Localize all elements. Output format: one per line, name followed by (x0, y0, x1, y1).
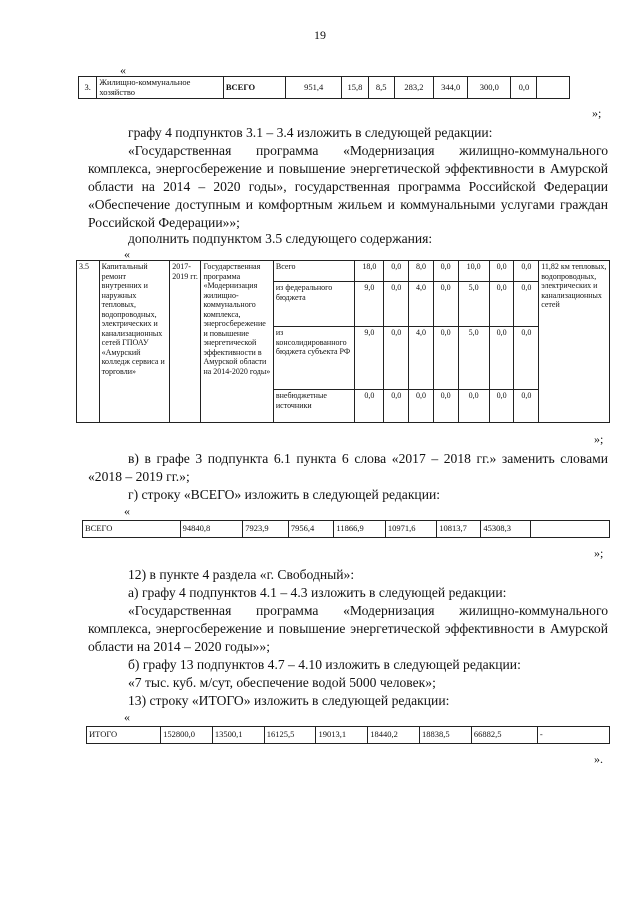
cell-value: 7923,9 (243, 521, 289, 538)
cell-value: 16125,5 (264, 727, 316, 744)
cell-value: 5,0 (458, 282, 489, 327)
cell-value: 300,0 (468, 77, 511, 99)
cell-value: 0,0 (433, 390, 458, 423)
quote-open-3: « (124, 504, 130, 518)
cell-value: 9,0 (355, 327, 384, 390)
cell-value: 0,0 (384, 282, 409, 327)
table-housing (78, 76, 570, 99)
cell-value: 4,0 (409, 327, 434, 390)
cell-value: 18838,5 (420, 727, 472, 744)
cell-value: 7956,4 (288, 521, 334, 538)
cell-value: 15,8 (342, 77, 368, 99)
cell-value: 0,0 (458, 390, 489, 423)
cell-value: 951,4 (286, 77, 342, 99)
paragraph-add-3-5: дополнить подпунктом 3.5 следующего содержания: (128, 231, 433, 246)
cell-label: ВСЕГО (83, 521, 181, 538)
cell-empty (537, 77, 570, 99)
table-row (83, 521, 610, 538)
quote-close-1: »; (592, 106, 602, 120)
cell-value: 0,0 (433, 327, 458, 390)
cell-value: 66882,5 (471, 727, 537, 744)
cell-dash: - (537, 727, 609, 744)
cell-empty (530, 521, 609, 538)
cell-value: 18440,2 (368, 727, 420, 744)
cell-value: 0,0 (489, 390, 514, 423)
cell-source: из федерального бюджета (273, 282, 354, 327)
cell-source: из консолидированного бюджета субъекта РФ (273, 327, 354, 390)
table-subsection-3-5 (76, 260, 610, 423)
paragraph-water-supply: «7 тыс. куб. м/сут, обеспечение водой 5000 человек»; (128, 675, 436, 690)
cell-period: 2017-2019 гг. (170, 261, 201, 423)
cell-value: 0,0 (384, 327, 409, 390)
paragraph-total-row: г) строку «ВСЕГО» изложить в следующей редакции: (128, 487, 441, 502)
cell-value: 0,0 (514, 282, 539, 327)
cell-value: 283,2 (394, 77, 434, 99)
paragraph-program-text: «Государственная программа «Модернизация жилищно-коммунального комплекса, энергосбережение и повышение энергетической эффективности в Амурской области на 2014 – 2020 годы», государственная программа Российской Федерации «Обеспечение доступным и комфортным жильем и коммунальными услугами граждан Российской Федерации»»; (88, 143, 608, 230)
cell-value: 0,0 (409, 390, 434, 423)
table-row (79, 77, 570, 99)
paragraph-section-svobodny: 12) в пункте 4 раздела «г. Свободный»: (128, 567, 355, 582)
cell-source: Всего (273, 261, 354, 282)
paragraph-column4-3-1: графу 4 подпунктов 3.1 – 3.4 изложить в следующей редакции: (128, 125, 493, 140)
quote-open-4: « (124, 710, 130, 724)
table-total (82, 520, 610, 538)
cell-num: 3.5 (77, 261, 100, 423)
cell-value: 94840,8 (180, 521, 243, 538)
cell-value: 10,0 (458, 261, 489, 282)
cell-value: 19013,1 (316, 727, 368, 744)
cell-value: 0,0 (384, 390, 409, 423)
page-number: 19 (314, 28, 326, 42)
cell-value: 344,0 (434, 77, 468, 99)
paragraph-column13: б) графу 13 подпунктов 4.7 – 4.10 изложить в следующей редакции: (128, 657, 521, 672)
cell-value: 0,0 (511, 77, 537, 99)
cell-value: 0,0 (433, 282, 458, 327)
cell-value: 0,0 (514, 327, 539, 390)
paragraph-itogo-row: 13) строку «ИТОГО» изложить в следующей редакции: (128, 693, 450, 708)
cell-label: ИТОГО (87, 727, 161, 744)
cell-value: 8,5 (368, 77, 394, 99)
cell-name: Жилищно-коммунальное хозяйство (97, 77, 224, 99)
cell-value: 4,0 (409, 282, 434, 327)
quote-open-2: « (124, 247, 130, 261)
table-row (77, 261, 610, 282)
cell-value: 0,0 (433, 261, 458, 282)
paragraph-column4-4-1: а) графу 4 подпунктов 4.1 – 4.3 изложить в следующей редакции: (128, 585, 507, 600)
cell-value: 13500,1 (212, 727, 264, 744)
cell-value: 0,0 (355, 390, 384, 423)
cell-total-label: ВСЕГО (223, 77, 285, 99)
cell-value: 10813,7 (437, 521, 481, 538)
cell-num: 3. (79, 77, 97, 99)
cell-value: 10971,6 (385, 521, 436, 538)
cell-source: внебюджетные источники (273, 390, 354, 423)
cell-value: 45308,3 (481, 521, 531, 538)
table-row (87, 727, 610, 744)
cell-value: 0,0 (514, 390, 539, 423)
cell-value: 0,0 (489, 282, 514, 327)
cell-value: 0,0 (384, 261, 409, 282)
cell-value: 5,0 (458, 327, 489, 390)
cell-value: 18,0 (355, 261, 384, 282)
cell-value: 9,0 (355, 282, 384, 327)
paragraph-replace-years: в) в графе 3 подпункта 6.1 пункта 6 слова «2017 – 2018 гг.» заменить словами «2018 – 2019 гг.»; (88, 451, 608, 484)
cell-name: Капитальный ремонт внутренних и наружных тепловых, водопроводных, электрических и канализационных сетей ГПОАУ «Амурский колледж сервиса и торговли» (99, 261, 170, 423)
cell-program: Государственная программа «Модернизация жилищно-коммунального комплекса, энергосбережение и повышение энергетической эффективности в Амурской области на 2014-2020 годы» (201, 261, 273, 423)
cell-value: 8,0 (409, 261, 434, 282)
quote-close-3: »; (594, 546, 604, 560)
quote-close-2: »; (594, 432, 604, 446)
quote-close-4: ». (594, 752, 603, 766)
quote-open-1: « (120, 63, 126, 77)
cell-value: 152800,0 (161, 727, 213, 744)
cell-value: 0,0 (514, 261, 539, 282)
table-itogo (86, 726, 610, 744)
paragraph-program-text-2: «Государственная программа «Модернизация жилищно-коммунального комплекса, энергосбережение и повышение энергетической эффективности в Амурской области на 2014 – 2020 годы»»; (88, 603, 608, 654)
cell-value: 11866,9 (334, 521, 385, 538)
cell-result: 11,82 км тепловых, водопроводных, электрических и канализационных сетей (539, 261, 610, 423)
cell-value: 0,0 (489, 327, 514, 390)
cell-value: 0,0 (489, 261, 514, 282)
